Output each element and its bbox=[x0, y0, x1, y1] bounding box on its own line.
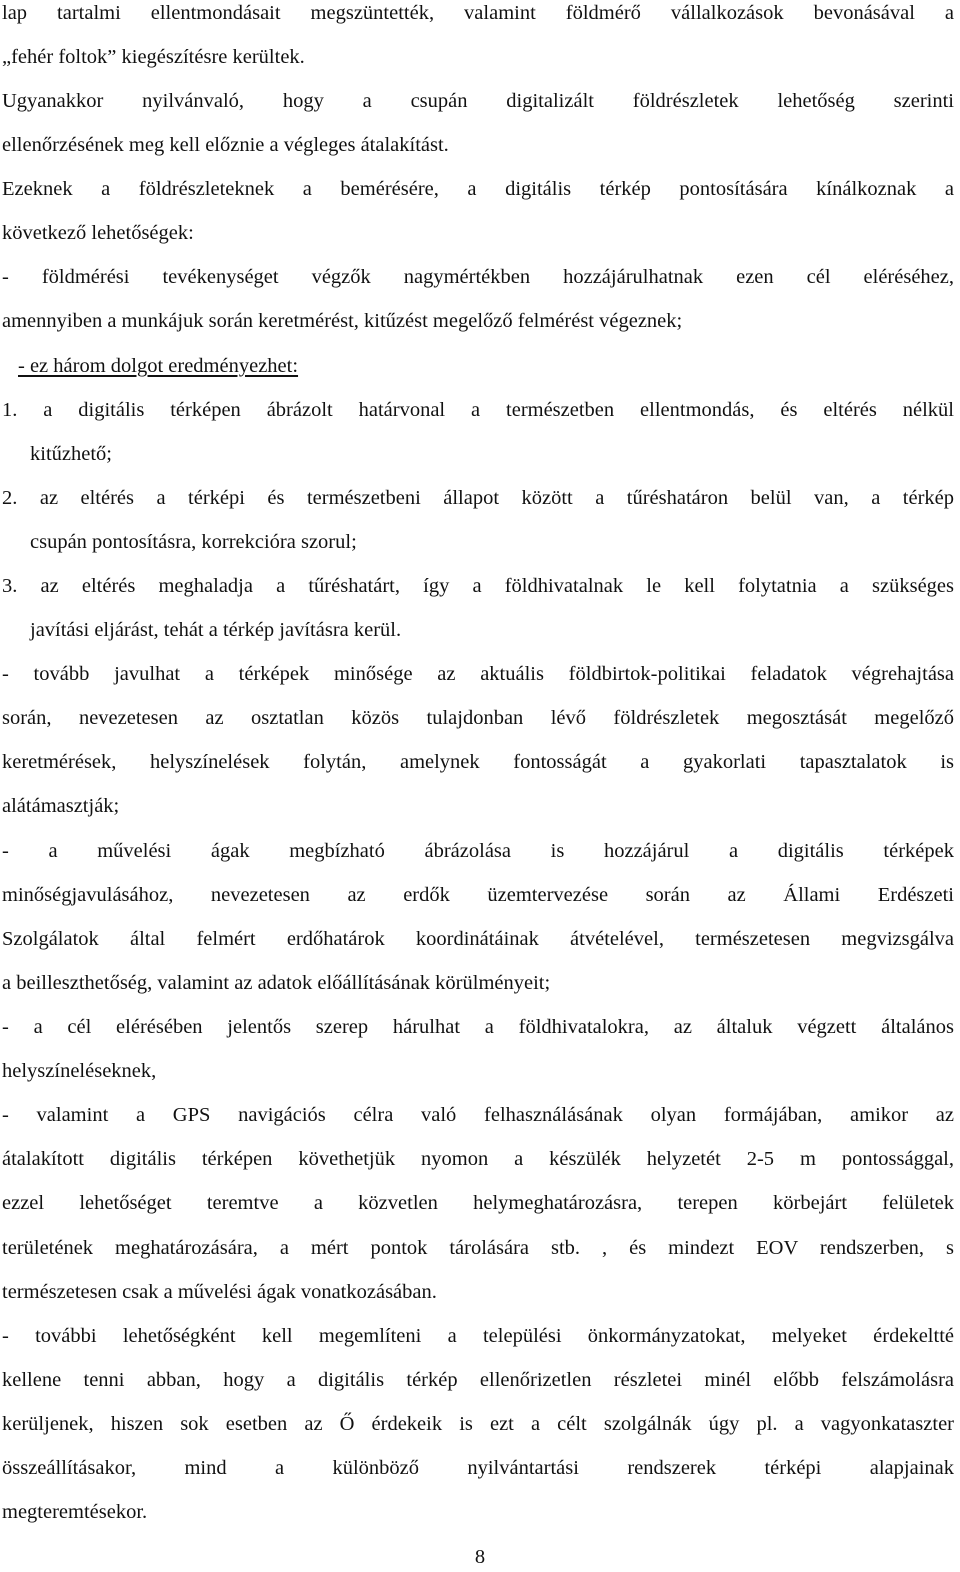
text-line: lap tartalmi ellentmondásait megszüntették, valamint földmérő vállalkozások bevonásával a bbox=[2, 2, 954, 24]
text-line: alátámasztják; bbox=[2, 795, 120, 817]
text-line: - tovább javulhat a térképek minősége az aktuális földbirtok-politikai feladatok végrehajtása bbox=[2, 663, 954, 685]
list-item-3-continued: javítási eljárást, tehát a térkép javításra kerül. bbox=[30, 619, 402, 641]
list-item-1: 1. a digitális térképen ábrázolt határvonal a természetben ellentmondás, és eltérés nélkül bbox=[2, 399, 954, 421]
list-item-2-continued: csupán pontosításra, korrekcióra szorul; bbox=[30, 531, 357, 553]
text-line: ellenőrzésének meg kell előznie a végleges átalakítást. bbox=[2, 134, 449, 156]
text-line: minőségjavulásához, nevezetesen az erdők üzemtervezése során az Állami Erdészeti bbox=[2, 884, 954, 906]
text-line: Ezeknek a földrészleteknek a bemérésére, a digitális térkép pontosítására kínálkoznak a bbox=[2, 178, 954, 200]
text-line: átalakított digitális térképen követhetjük nyomon a készülék helyzetét 2-5 m pontossággal, bbox=[2, 1148, 954, 1170]
text-line: ezzel lehetőséget teremtve a közvetlen helymeghatározásra, terepen körbejárt felületek bbox=[2, 1192, 954, 1214]
list-item-2: 2. az eltérés a térképi és természetbeni állapot között a tűréshatáron belül van, a térkép bbox=[2, 487, 954, 509]
text-line: során, nevezetesen az osztatlan közös tulajdonban lévő földrészletek megosztását megelőző bbox=[2, 707, 954, 729]
page-number: 8 bbox=[474, 1546, 486, 1568]
text-line: keretmérések, helyszínelések folytán, amelynek fontosságát a gyakorlati tapasztalatok is bbox=[2, 751, 954, 773]
list-item-1-continued: kitűzhető; bbox=[30, 443, 112, 465]
text-line: összeállításakor, mind a különböző nyilvántartási rendszerek térképi alapjainak bbox=[2, 1457, 954, 1479]
text-line: kellene tenni abban, hogy a digitális térkép ellenőrizetlen részletei minél előbb felszámolásra bbox=[2, 1369, 954, 1391]
text-line: megteremtésekor. bbox=[2, 1501, 148, 1523]
text-line: Szolgálatok által felmért erdőhatárok koordinátáinak átvételével, természetesen megvizsgálva bbox=[2, 928, 954, 950]
text-line: Ugyanakkor nyilvánvaló, hogy a csupán digitalizált földrészletek lehetőség szerinti bbox=[2, 90, 954, 112]
text-line-underlined: - ez három dolgot eredményezhet: bbox=[18, 355, 299, 377]
text-line: „fehér foltok” kiegészítésre kerültek. bbox=[2, 46, 305, 68]
text-line: következő lehetőségek: bbox=[2, 222, 194, 244]
text-line: - földmérési tevékenységet végzők nagymértékben hozzájárulhatnak ezen cél eléréséhez, bbox=[2, 266, 954, 288]
text-line: - a cél elérésében jelentős szerep hárulhat a földhivatalokra, az általuk végzett általános bbox=[2, 1016, 954, 1038]
text-line: - további lehetőségként kell megemlíteni a települési önkormányzatokat, melyeket érdekeltté bbox=[2, 1325, 954, 1347]
list-item-3: 3. az eltérés meghaladja a tűréshatárt, így a földhivatalnak le kell folytatnia a szükséges bbox=[2, 575, 954, 597]
text-line: helyszíneléseknek, bbox=[2, 1060, 157, 1082]
text-line: amennyiben a munkájuk során keretmérést, kitűzést megelőző felmérést végeznek; bbox=[2, 310, 683, 332]
text-line: - a művelési ágak megbízható ábrázolása is hozzájárul a digitális térképek bbox=[2, 840, 954, 862]
text-line: természetesen csak a művelési ágak vonatkozásában. bbox=[2, 1281, 437, 1303]
text-line: kerüljenek, hiszen sok esetben az Ő érdekeik is ezt a célt szolgálnák úgy pl. a vagyonkataszter bbox=[2, 1413, 954, 1435]
text-line: a beilleszthetőség, valamint az adatok előállításának körülményeit; bbox=[2, 972, 551, 994]
text-line: - valamint a GPS navigációs célra való felhasználásának olyan formájában, amikor az bbox=[2, 1104, 954, 1126]
text-line: területének meghatározására, a mért pontok tárolására stb. , és mindezt EOV rendszerben, s bbox=[2, 1237, 954, 1259]
